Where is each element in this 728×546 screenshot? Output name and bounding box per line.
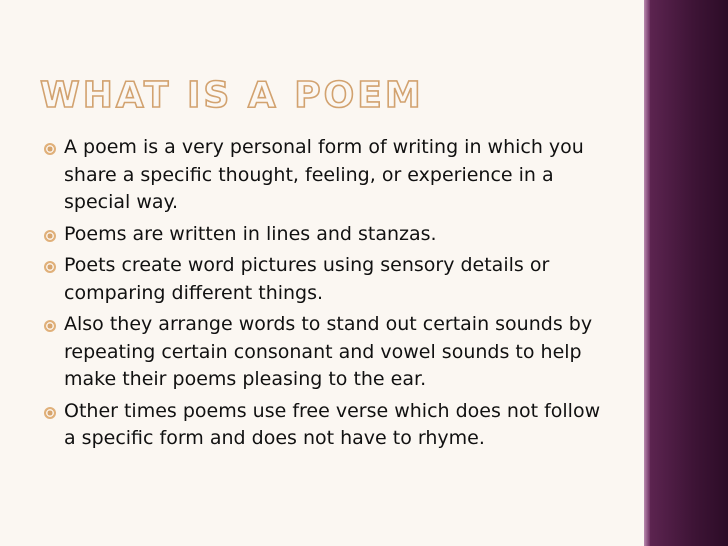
slide-title: WHAT IS A POEM (40, 75, 424, 116)
circle-bullet-icon (44, 261, 56, 273)
bullet-text: Other times poems use free verse which does not follow a specific form and does not have to rhyme. (64, 399, 601, 449)
bullet-text: A poem is a very personal form of writing in which you share a specific thought, feeling, or experience in a special way. (64, 136, 584, 213)
bullet-item (44, 311, 604, 394)
bullet-text: Poems are written in lines and stanzas. (64, 222, 437, 245)
bullet-text: Poets create word pictures using sensory details or comparing different things. (64, 254, 550, 304)
side-band (650, 0, 728, 546)
bullet-list (44, 134, 604, 457)
circle-bullet-icon (44, 407, 56, 419)
bullet-text: Also they arrange words to stand out certain sounds by repeating certain consonant and vowel sounds to help make their poems pleasing to the ear. (64, 313, 593, 390)
bullet-item (44, 134, 604, 217)
circle-bullet-icon (44, 143, 56, 155)
bullet-item (44, 221, 604, 249)
circle-bullet-icon (44, 230, 56, 242)
circle-bullet-icon (44, 320, 56, 332)
bullet-item (44, 252, 604, 307)
bullet-item (44, 398, 604, 453)
